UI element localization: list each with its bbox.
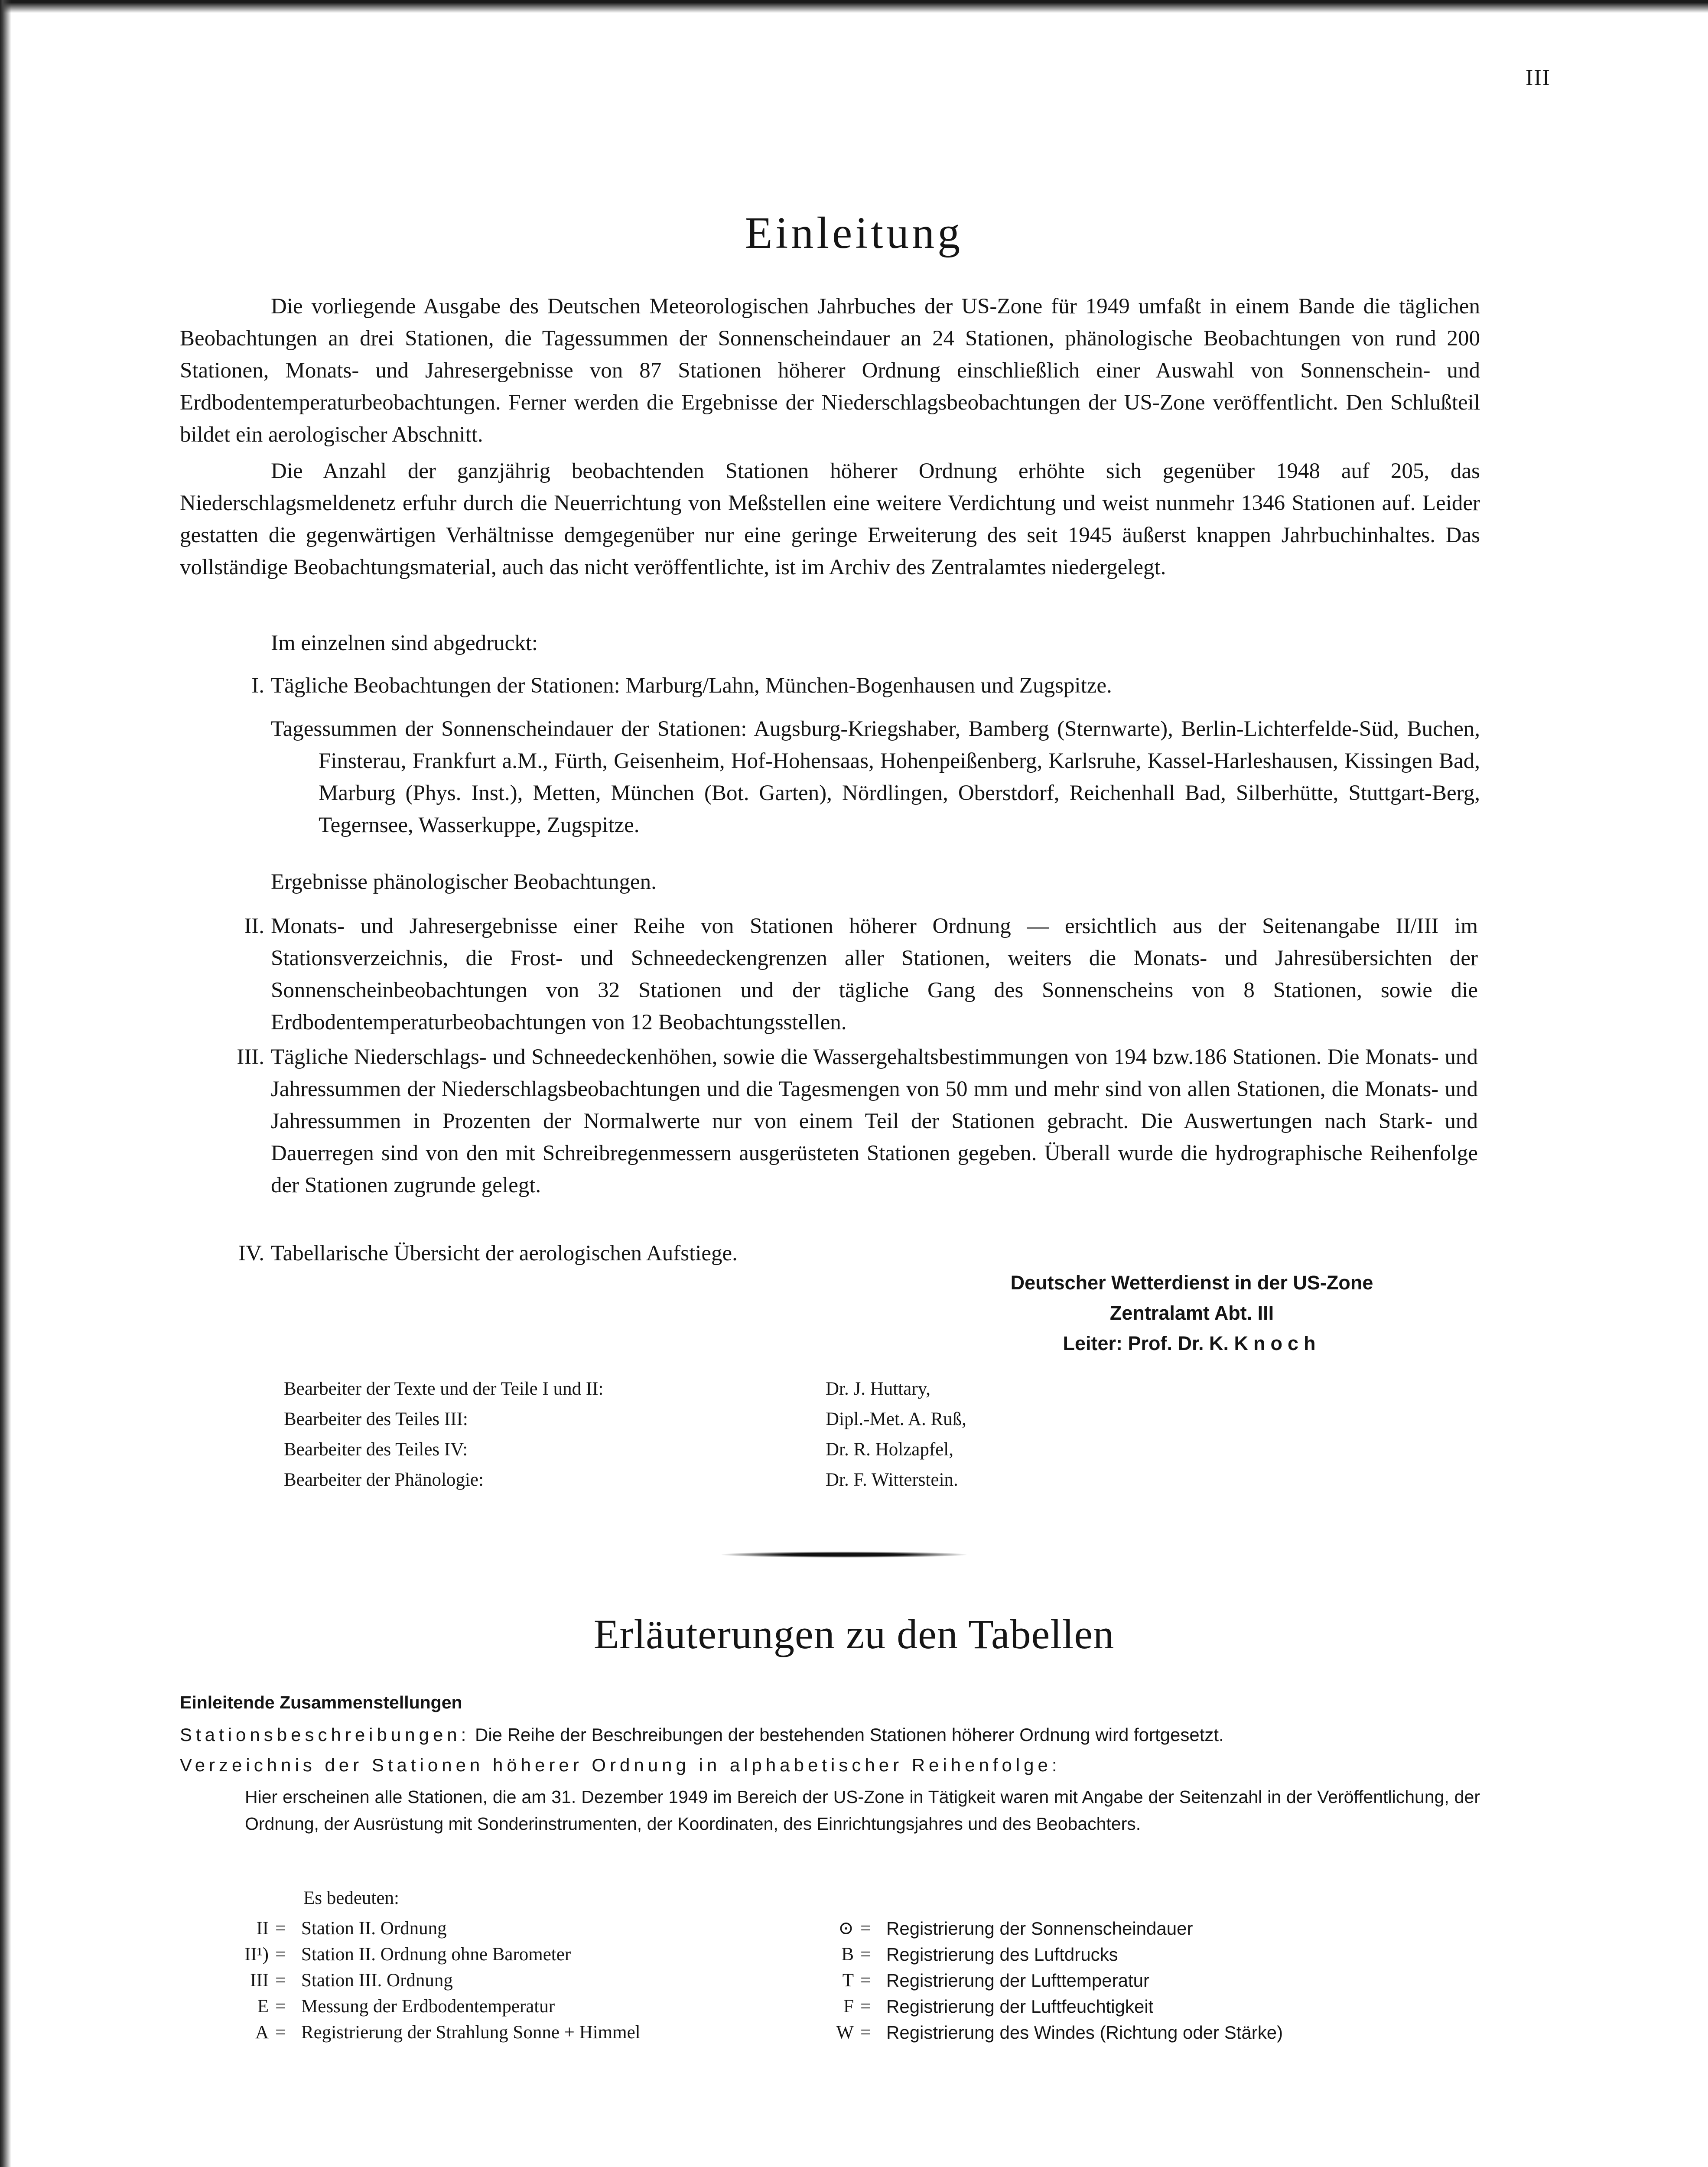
legend-row [815,1968,1422,1994]
legend-description: Registrierung des Luftdrucks [886,1944,1118,1965]
list-item-text: Tabellarische Übersicht der aerologischen Aufstiege. [271,1241,738,1266]
scan-edge-left [0,0,11,2167]
editor-row [284,1435,1064,1465]
editor-role: Bearbeiter der Phänologie: [284,1470,484,1490]
equals-sign: = [275,1918,286,1939]
equals-sign: = [860,1944,871,1965]
editor-role: Bearbeiter der Texte und der Teile I und II: [284,1379,604,1399]
legend-symbol: III [250,1970,269,1991]
list-item-iv [178,1237,1478,1272]
station-directory-label: Verzeichnis der Stationen höherer Ordnung in alphabetischer Reihenfolge: [180,1755,1061,1775]
station-directory-note: Hier erscheinen alle Stationen, die am 31. Dezember 1949 im Bereich der US-Zone in Tätigkeit waren mit Angabe der Seitenzahl in der Veröffentlichung, der Ordnung, der Ausrüstung mit Sonderinstrumenten, der Koordinaten, des Einrichtungsjahres und des Beobachters. [245,1787,1480,1834]
signature-institution: Deutscher Wetterdienst in der US-Zone [1010,1272,1373,1294]
editor-role: Bearbeiter des Teiles IV: [284,1439,468,1460]
list-item-iii [178,1041,1478,1232]
legend-heading: Es bedeuten: [303,1888,399,1908]
legend-description: Registrierung der Luftfeuchtigkeit [886,1996,1154,2017]
legend-row [208,1916,815,1942]
list-numeral: IV. [238,1241,264,1266]
scan-edge-top [0,0,1708,13]
signature-head-name: Knoch [1234,1332,1321,1354]
editor-role: Bearbeiter des Teiles III: [284,1409,468,1429]
legend-description: Registrierung der Strahlung Sonne + Himmel [301,2022,641,2043]
legend-description: Registrierung der Lufttemperatur [886,1970,1149,1991]
list-item-text: Tägliche Niederschlags- und Schneedeckenhöhen, sowie die Wassergehaltsbestimmungen von 194 bzw.186 Stationen. Die Monats- und Jahressummen der Niederschlagsbeobachtungen und die Tagesmengen von 50 mm und mehr sind von allen Stationen, die Monats- und Jahressummen in Prozenten der Normalwerte nur von einem Teil der Stationen gebracht. Die Auswertungen nach Stark- und Dauerregen sind von den mit Schreibregenmessern ausgerüsteten Stationen gegeben. Überall wurde die hydrographische Reihenfolge der Stationen zugrunde gelegt. [271,1045,1478,1197]
legend-description: Messung der Erdbodentemperatur [301,1996,555,2017]
editor-name: Dr. J. Huttary, [826,1379,931,1399]
section-divider [722,1552,966,1558]
legend-symbol: A [255,2022,269,2043]
legend-description: Registrierung der Sonnenscheindauer [886,1918,1193,1939]
legend-row [208,1994,815,2020]
page-number: III [1526,65,1551,90]
legend-row [815,2020,1422,2046]
list-numeral: II. [244,914,264,938]
legend-description: Station III. Ordnung [301,1970,453,1991]
list-item-i-phenology: Ergebnisse phänologischer Beobachtungen. [271,870,657,894]
editor-row [284,1404,1064,1435]
legend-row [208,2020,815,2046]
legend-description: Station II. Ordnung ohne Barometer [301,1944,571,1965]
station-descriptions-line [180,1721,1480,1748]
legend-description: Station II. Ordnung [301,1918,447,1939]
signature-head-prefix: Leiter: Prof. Dr. K. [1063,1332,1229,1354]
intro-paragraph-1: Die vorliegende Ausgabe des Deutschen Meteorologischen Jahrbuches der US-Zone für 1949 umfaßt in einem Bande die täglichen Beobachtungen an drei Stationen, die Tagessummen der Sonnenscheindauer an 24 Stationen, phänologische Beobachtungen von rund 200 Stationen, Monats- und Jahresergebnisse von 87 Stationen höherer Ordnung einschließlich einer Auswahl von Sonnenschein- und Erdbodentemperaturbeobachtungen. Ferner werden die Ergebnisse der Niederschlagsbeobachtungen der US-Zone veröffentlicht. Den Schlußteil bildet ein aerologischer Abschnitt. [180,294,1480,447]
list-item-i-sunshine [271,713,1480,841]
legend-row [815,1916,1422,1942]
equals-sign: = [860,1970,871,1991]
legend-right-column [815,1916,1422,2046]
intro-paragraph-2: Die Anzahl der ganzjährig beobachtenden Stationen höherer Ordnung erhöhte sich gegenüber 1948 auf 205, das Niederschlagsmeldenetz erfuhr durch die Neuerrichtung von Meßstellen eine weitere Verdichtung und weist nunmehr 1346 Stationen auf. Leider gestatten die gegenwärtigen Verhältnisse demgegenüber nur eine geringe Erweiterung des seit 1945 äußerst knappen Jahrbuchinhaltes. Das vollständige Beobachtungsmaterial, auch das nicht veröffentlichte, ist im Archiv des Zentralamtes niedergelegt. [180,459,1480,579]
sunshine-stations-text: Tagessummen der Sonnenscheindauer der Stationen: Augsburg-Kriegshaber, Bamberg (Sternwarte), Berlin-Lichterfelde-Süd, Buchen, Finsterau, Frankfurt a.M., Fürth, Geisenheim, Hof-Hohensaas, Hohenpeißenberg, Karlsruhe, Kassel-Harleshausen, Kissingen Bad, Marburg (Phys. Inst.), Metten, München (Bot. Garten), Nördlingen, Oberstdorf, Reichenhall Bad, Silberhütte, Stuttgart-Berg, Tegernsee, Wasserkuppe, Zugspitze. [271,717,1480,837]
legend-left-column [208,1916,815,2046]
list-numeral: III. [237,1045,264,1069]
explanations-title: Erläuterungen zu den Tabellen [593,1611,1115,1657]
list-item-ii [178,910,1478,1040]
legend-symbol: F [843,1996,854,2017]
legend-symbol: T [842,1970,854,1991]
editor-name: Dr. R. Holzapfel, [826,1439,953,1460]
legend-row [208,1968,815,1994]
legend-symbol: B [841,1944,854,1965]
equals-sign: = [275,1944,286,1965]
editor-row [284,1374,1064,1404]
editor-name: Dr. F. Witterstein. [826,1470,958,1490]
equals-sign: = [860,1996,871,2017]
list-item-i [178,670,1478,704]
equals-sign: = [275,2022,286,2043]
editor-name: Dipl.-Met. A. Ruß, [826,1409,966,1429]
station-descriptions-text: Die Reihe der Beschreibungen der bestehenden Stationen höherer Ordnung wird fortgesetzt. [475,1724,1224,1745]
equals-sign: = [275,1996,286,2017]
legend-symbol: W [836,2022,854,2043]
list-item-text: Monats- und Jahresergebnisse einer Reihe von Stationen höherer Ordnung — ersichtlich aus der Seitenangabe II/III im Stationsverzeichnis, die Frost- und Schneedeckengrenzen aller Stationen, weiters die Monats- und Jahresübersichten der Sonnenscheinbeobachtungen von 32 Stationen und der tägliche Gang des Sonnenscheins von 8 Stationen, sowie die Erdbodentemperaturbeobachtungen von 12 Beobachtungsstellen. [271,914,1478,1035]
editors-list [284,1374,1064,1495]
sun-symbol-icon: ⊙ [838,1918,854,1939]
legend-row [815,1942,1422,1968]
equals-sign: = [860,2022,871,2043]
signature-department: Zentralamt Abt. III [1109,1302,1274,1324]
explanations-subhead: Einleitende Zusammenstellungen [180,1692,462,1712]
editor-row [284,1465,1064,1495]
legend-row [208,1942,815,1968]
equals-sign: = [275,1970,286,1991]
legend-description: Registrierung des Windes (Richtung oder Stärke) [886,2022,1283,2043]
legend-symbol: II [256,1918,269,1939]
equals-sign: = [860,1918,871,1939]
list-numeral: I. [251,674,264,698]
legend-symbol: E [257,1996,269,2017]
printed-contents-heading: Im einzelnen sind abgedruckt: [271,631,538,655]
legend-row [815,1994,1422,2020]
signature-head [932,1328,1452,1359]
legend-symbol: II¹) [244,1944,269,1965]
introduction-title: Einleitung [745,208,963,258]
list-item-text: Tägliche Beobachtungen der Stationen: Marburg/Lahn, München-Bogenhausen und Zugspitze. [271,674,1112,698]
station-descriptions-label: Stationsbeschreibungen: [180,1724,470,1745]
